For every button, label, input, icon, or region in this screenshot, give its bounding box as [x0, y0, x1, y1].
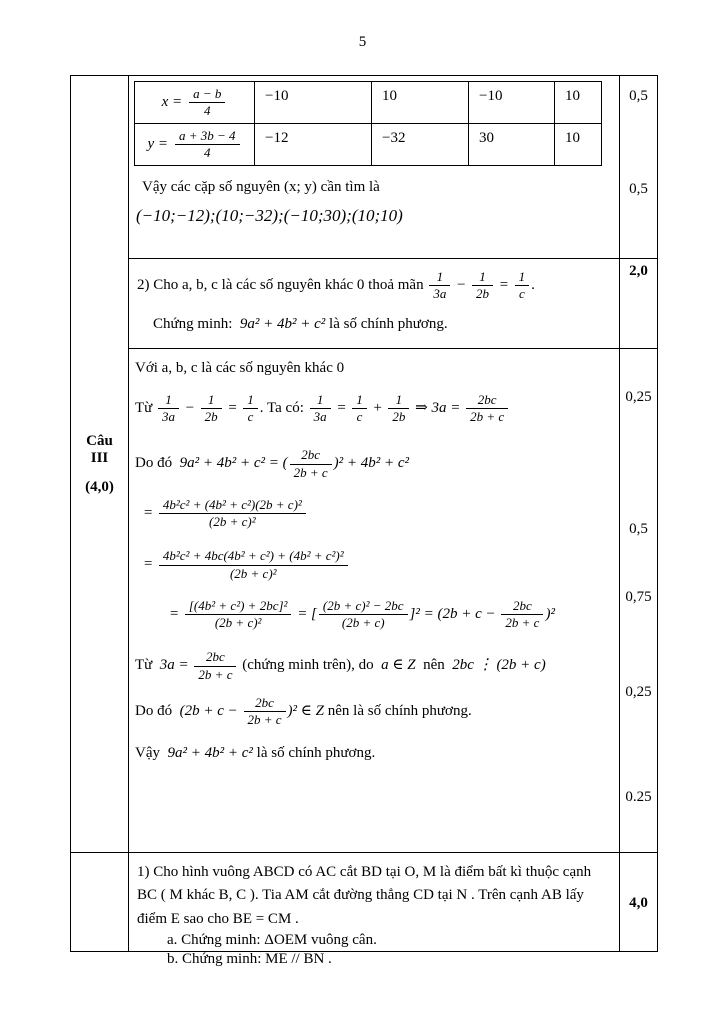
table-cell: 10: [555, 124, 602, 166]
points-value: 0,75: [625, 589, 652, 605]
fraction: [515, 269, 530, 303]
table-cell: 10: [555, 82, 602, 124]
table-cell: 10: [372, 82, 469, 124]
derivation-line-c: [135, 447, 619, 481]
fraction-denominator: 4: [204, 145, 211, 160]
points-value: 0,5: [629, 181, 648, 197]
formula-text: nên là số chính phương.: [324, 702, 472, 719]
math-text: )² ∈ Z: [287, 702, 324, 719]
math-text: +: [368, 399, 387, 416]
fraction-numerator: a + 3b − 4: [175, 128, 240, 145]
math-text: ⇒ 3a =: [411, 399, 465, 416]
solution-row-2: [129, 259, 620, 349]
fraction: [319, 598, 408, 632]
formula-text: 2) Cho a, b, c là các số nguyên khác 0 thoả mãn: [137, 277, 428, 294]
fraction-denominator: c: [356, 409, 363, 424]
solution-row-4: [129, 853, 620, 967]
fraction: [352, 392, 367, 426]
label-spacer-cell: [71, 853, 129, 951]
table-cell: −10: [469, 82, 555, 124]
formula-text: Vậy: [135, 745, 168, 762]
formula-text: Từ: [135, 657, 160, 674]
formula-text: là số chính phương.: [252, 745, 376, 762]
y-equation: [139, 128, 250, 162]
formula-text: Do đó: [135, 702, 180, 719]
math-text: =: [143, 556, 157, 573]
fraction-denominator: c: [247, 409, 254, 424]
math-text: =: [332, 399, 351, 416]
fraction-denominator: 2b: [204, 409, 218, 424]
problem3-sub-b: b. Chứng minh: ME // BN .: [167, 950, 332, 967]
fraction-numerator: 1: [515, 269, 530, 286]
fraction-denominator: 2b + c: [247, 712, 282, 727]
math-text: 3a =: [159, 657, 193, 674]
fraction: [158, 392, 179, 426]
math-text: 9a² + 4b² + c²: [167, 745, 253, 762]
fraction-denominator: (2b + c)²: [229, 565, 277, 581]
points-value: 4,0: [629, 895, 648, 911]
math-text: ]² = (2b + c −: [409, 605, 500, 622]
question-label-points: (4,0): [85, 478, 114, 495]
math-text: −: [181, 399, 199, 416]
fraction: [310, 392, 331, 426]
points-cell-4: [620, 853, 657, 951]
fraction-numerator: 1: [201, 392, 222, 409]
problem2-prove: [153, 315, 611, 334]
fraction-numerator: 1: [388, 392, 409, 409]
x-equation: [139, 86, 250, 120]
fraction-numerator: 4b²c² + (4b² + c²)(2b + c)²: [159, 497, 306, 514]
math-text: −: [452, 277, 470, 294]
fraction-numerator: [(4b² + c²) + 2bc]²: [185, 598, 292, 615]
fraction: [159, 548, 348, 582]
points-value: 0.25: [625, 789, 652, 805]
formula-text: (chứng minh trên), do: [238, 657, 382, 674]
math-text: 9a² + 4b² + c²: [239, 315, 326, 332]
fraction: [388, 392, 409, 426]
fraction-denominator: 2b: [392, 409, 406, 424]
fraction: [244, 695, 286, 729]
fraction: [194, 649, 236, 683]
fraction-numerator: 2bc: [244, 695, 286, 712]
x-equation-cell: [135, 82, 255, 124]
fraction: [466, 392, 508, 426]
math-text: =: [169, 605, 183, 622]
fraction-denominator: (2b + c): [341, 615, 385, 630]
fraction-numerator: 2bc: [501, 598, 543, 615]
fraction-numerator: 2bc: [290, 447, 332, 464]
derivation-line-g: [135, 649, 619, 683]
problem2-statement: [137, 269, 611, 303]
fraction-denominator: 2b + c: [293, 464, 328, 480]
fraction-denominator: 3a: [162, 409, 176, 424]
derivation-line-e: [143, 548, 619, 582]
derivation-line-a: [135, 359, 619, 378]
fraction: [472, 269, 493, 303]
fraction: [159, 497, 306, 531]
points-value: 0,5: [629, 521, 648, 537]
fraction-numerator: 1: [310, 392, 331, 409]
problem3-sub-a: a. Chứng minh: ΔOEM vuông cân.: [167, 931, 377, 948]
solution-row-1: [129, 76, 620, 259]
question-label-word: Câu: [86, 432, 113, 449]
points-value: 0,25: [625, 684, 652, 700]
y-equation-cell: [135, 124, 255, 166]
table-cell: −12: [255, 124, 372, 166]
fraction-numerator: 1: [243, 392, 258, 409]
formula-text: nên: [415, 657, 453, 674]
fraction-denominator: 2b: [475, 286, 489, 302]
derivation-line-d: [143, 497, 619, 531]
formula-text: Chứng minh:: [153, 315, 240, 332]
formula-text: Với a, b, c là các số nguyên khác 0: [135, 360, 345, 376]
answer-table: [70, 75, 658, 967]
table-cell: 30: [469, 124, 555, 166]
fraction-numerator: 4b²c² + 4bc(4b² + c²) + (4b² + c²)²: [159, 548, 348, 565]
fraction-denominator: 2b + c: [470, 409, 505, 424]
fraction: [501, 598, 543, 632]
points-cell-2: [620, 259, 657, 349]
fraction: [185, 598, 292, 632]
formula-text: Từ: [135, 399, 157, 416]
fraction-denominator: 2b + c: [198, 666, 233, 682]
points-cell-3: [620, 349, 657, 853]
fraction-numerator: 2bc: [194, 649, 236, 666]
page-number: 5: [358, 34, 367, 50]
y-lhs: y =: [147, 136, 168, 152]
question-label-cell: [71, 76, 129, 853]
points-cell-1: [620, 76, 657, 259]
x-lhs: x =: [161, 94, 183, 110]
fraction-denominator: (2b + c)²: [214, 615, 262, 630]
fraction: [290, 447, 332, 481]
math-text: 2bc ⋮ (2b + c): [452, 657, 546, 674]
math-text: )² + 4b² + c²: [333, 455, 410, 472]
fraction-denominator: c: [518, 286, 525, 302]
points-value: 0,25: [625, 389, 652, 405]
math-text: )²: [545, 605, 555, 622]
points-value: 2,0: [629, 263, 648, 279]
math-text: = [: [293, 605, 317, 622]
points-value: 0,5: [629, 88, 648, 104]
values-table: [134, 81, 602, 166]
values-table-row-x: [135, 82, 602, 124]
problem3-statement: 1) Cho hình vuông ABCD có AC cắt BD tại O, M là điểm bất kì thuộc cạnh BC ( M khác B, C ). Tia AM cắt đường thẳng CD tại N . Trên cạnh AB lấy điểm E sao cho BE = CM .: [137, 864, 592, 927]
fraction-denominator: 3a: [433, 286, 447, 302]
formula-text: là số chính phương.: [325, 315, 448, 332]
fraction-denominator: 3a: [313, 409, 327, 424]
derivation-line-b: [135, 392, 619, 426]
math-text: =: [143, 504, 157, 521]
fraction: [201, 392, 222, 426]
fraction-numerator: (2b + c)² − 2bc: [319, 598, 408, 615]
fraction-numerator: 1: [158, 392, 179, 409]
derivation-line-i: [135, 744, 619, 763]
formula-text: . Ta có:: [259, 399, 308, 416]
math-text: (2b + c −: [179, 702, 242, 719]
math-text: =: [494, 277, 513, 294]
math-text: a ∈ Z: [381, 657, 416, 674]
derivation-line-h: [135, 695, 619, 729]
math-text: =: [223, 399, 242, 416]
fraction-numerator: 2bc: [466, 392, 508, 409]
fraction-denominator: 4: [204, 103, 211, 118]
math-text: 9a² + 4b² + c² = (: [179, 455, 288, 472]
question-label-numeral: III: [90, 449, 109, 466]
solution-row-3: [129, 349, 620, 853]
fraction: [243, 392, 258, 426]
values-table-row-y: [135, 124, 602, 166]
fraction-numerator: 1: [352, 392, 367, 409]
fraction-denominator: 2b + c: [505, 615, 540, 630]
fraction-denominator: (2b + c)²: [209, 514, 256, 529]
formula-text: .: [531, 277, 535, 294]
y-fraction: [175, 128, 240, 162]
fraction-numerator: 1: [429, 269, 450, 286]
fraction-numerator: a − b: [189, 86, 225, 103]
table-cell: −10: [255, 82, 372, 124]
table-cell: −32: [372, 124, 469, 166]
solution-pairs: (−10;−12);(10;−32);(−10;30);(10;10): [136, 205, 403, 225]
formula-text: Do đó: [135, 455, 180, 472]
conclusion-text: Vậy các cặp số nguyên (x; y) cần tìm là: [142, 179, 380, 195]
derivation-line-f: [169, 598, 619, 632]
fraction: [429, 269, 450, 303]
fraction-numerator: 1: [472, 269, 493, 286]
x-fraction: [189, 86, 225, 120]
